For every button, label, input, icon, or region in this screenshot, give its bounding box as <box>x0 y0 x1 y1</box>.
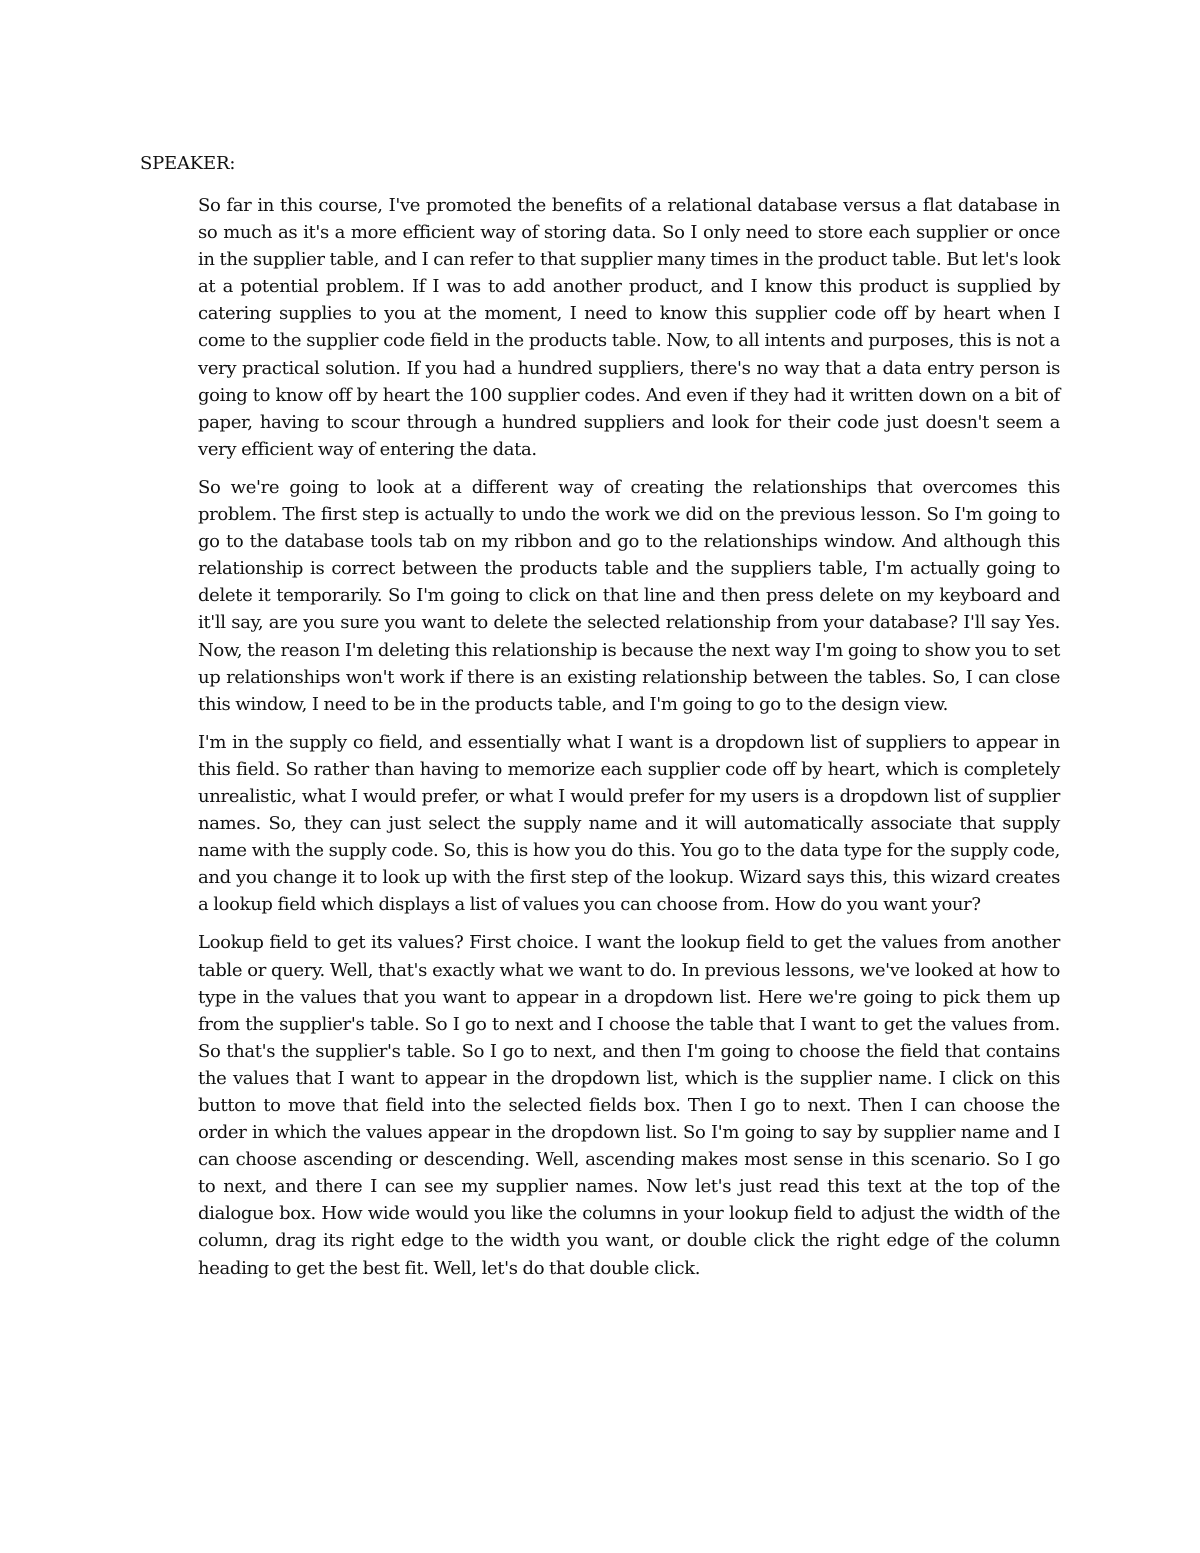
transcript-body <box>198 192 1060 1293</box>
paragraph: So we're going to look at a different way of creating the relationships that overcomes this problem. The first step is actually to undo the work we did on the previous lesson. So I'm going to go to the database tools tab on my ribbon and go to the relationships window. And although this relationship is correct between the products table and the suppliers table, I'm actually going to delete it temporarily. So I'm going to click on that line and then press delete on my keyboard and it'll say, are you sure you want to delete the selected relationship from your database? I'll say Yes. Now, the reason I'm deleting this relationship is because the next way I'm going to show you to set up relationships won't work if there is an existing relationship between the tables. So, I can close this window, I need to be in the products table, and I'm going to go to the design view. <box>198 476 1060 715</box>
paragraph: So far in this course, I've promoted the benefits of a relational database versus a flat database in so much as it's a more efficient way of storing data. So I only need to store each supplier or once in the supplier table, and I can refer to that supplier many times in the product table. But let's look at a potential problem. If I was to add another product, and I know this product is supplied by catering supplies to you at the moment, I need to know this supplier code off by heart when I come to the supplier code field in the products table. Now, to all intents and purposes, this is not a very practical solution. If you had a hundred suppliers, there's no way that a data entry person is going to know off by heart the 100 supplier codes. And even if they had it written down on a bit of paper, having to scour through a hundred suppliers and look for their code just doesn't seem a very efficient way of entering the data. <box>198 195 1060 460</box>
paragraph: Lookup field to get its values? First choice. I want the lookup field to get the values from another table or query. Well, that's exactly what we want to do. In previous lessons, we've looked at how to type in the values that you want to appear in a dropdown list. Here we're going to pick them up from the supplier's table. So I go to next and I choose the table that I want to get the values from. So that's the supplier's table. So I go to next, and then I'm going to choose the field that contains the values that I want to appear in the dropdown list, which is the supplier name. I click on this button to move that field into the selected fields box. Then I go to next. Then I can choose the order in which the values appear in the dropdown list. So I'm going to say by supplier name and I can choose ascending or descending. Well, ascending makes most sense in this scenario. So I go to next, and there I can see my supplier names. Now let's just read this text at the top of the dialogue box. How wide would you like the columns in your lookup field to adjust the width of the column, drag its right edge to the width you want, or double click the right edge of the column heading to get the best fit. Well, let's do that double click. <box>198 932 1060 1279</box>
speaker-label: SPEAKER: <box>140 153 236 174</box>
paragraph: I'm in the supply co field, and essentially what I want is a dropdown list of suppliers to appear in this field. So rather than having to memorize each supplier code off by heart, which is completely unrealistic, what I would prefer, or what I would prefer for my users is a dropdown list of supplier names. So, they can just select the supply name and it will automatically associate that supply name with the supply code. So, this is how you do this. You go to the data type for the supply code, and you change it to look up with the first step of the lookup. Wizard says this, this wizard creates a lookup field which displays a list of values you can choose from. How do you want your? <box>198 731 1060 916</box>
